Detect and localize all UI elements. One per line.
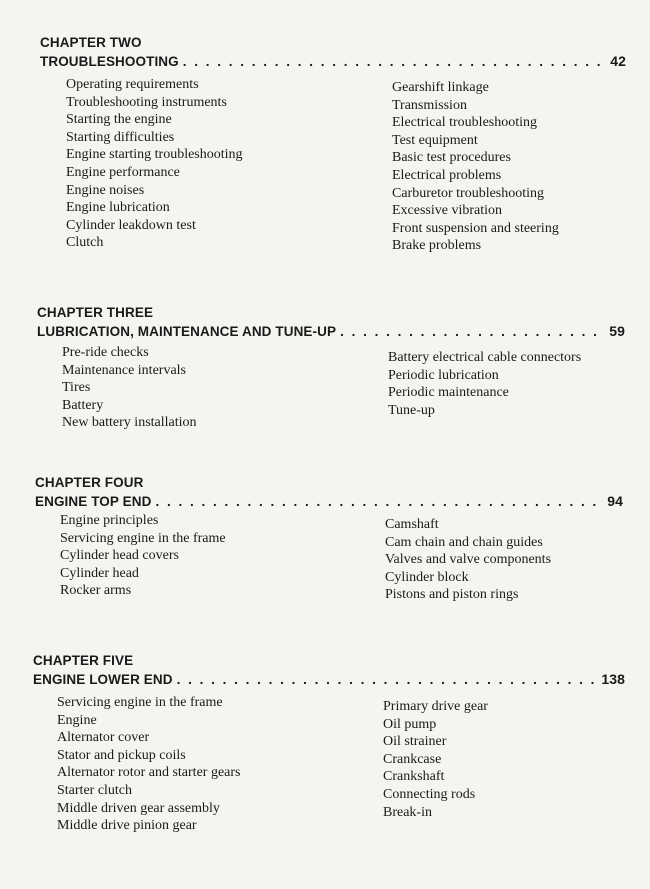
chapter-title-row[interactable] [35,492,623,511]
dot-leader [340,323,605,341]
topic-item[interactable]: New battery installation [62,415,197,431]
topic-item[interactable]: Rocker arms [60,583,132,599]
topic-item[interactable]: Cylinder head covers [60,548,179,564]
topic-item[interactable]: Cylinder leakdown test [66,217,196,233]
topic-item[interactable]: Gearshift linkage [392,80,489,95]
topic-item[interactable]: Engine starting troubleshooting [66,147,243,163]
topic-list-left [60,512,226,600]
dot-leader [155,493,603,511]
page-number: 59 [609,323,625,339]
topic-item[interactable]: Stator and pickup coils [57,747,186,763]
topic-list-right [392,79,559,255]
topic-list-left [66,76,243,252]
chapter-title: LUBRICATION, MAINTENANCE AND TUNE-UP [37,324,337,339]
topic-item[interactable]: Basic test procedures [392,150,511,166]
topic-item[interactable]: Oil pump [383,716,437,732]
topic-item[interactable]: Brake problems [392,238,482,254]
chapter-label: CHAPTER TWO [40,35,142,50]
page-number: 138 [601,671,625,687]
topic-item[interactable]: Engine noises [66,182,145,198]
topic-item[interactable]: Clutch [66,235,104,251]
topic-item[interactable]: Alternator rotor and starter gears [57,765,241,781]
topic-item[interactable]: Starting the engine [66,112,172,128]
chapter-title: ENGINE TOP END [35,494,152,509]
topic-item[interactable]: Break-in [383,804,432,820]
chapter-title: TROUBLESHOOTING [40,54,179,69]
chapter-section [33,652,625,689]
topic-item[interactable]: Excessive vibration [392,203,503,219]
topic-item[interactable]: Oil strainer [383,734,447,750]
topic-item[interactable]: Engine performance [66,164,180,180]
dot-leader [183,53,606,71]
page-number: 94 [607,493,623,509]
chapter-section [40,34,626,71]
topic-item[interactable]: Middle drive pinion gear [57,818,197,834]
topic-item[interactable]: Pistons and piston rings [385,587,519,603]
topic-list-right [385,516,551,604]
chapter-title-row[interactable] [37,322,625,341]
topic-item[interactable]: Engine [57,712,97,728]
page-number: 42 [610,53,626,69]
topic-item[interactable]: Tune-up [388,402,435,418]
topic-item[interactable]: Maintenance intervals [62,362,187,378]
chapter-label: CHAPTER FIVE [33,653,134,668]
topic-item[interactable]: Electrical troubleshooting [392,115,538,131]
chapter-title-row[interactable] [40,52,626,71]
topic-item[interactable]: Test equipment [392,132,478,148]
topic-item[interactable]: Periodic maintenance [388,385,509,401]
topic-item[interactable]: Engine lubrication [66,200,170,216]
topic-item[interactable]: Valves and valve components [385,552,552,568]
chapter-title-row[interactable] [33,670,625,689]
topic-item[interactable]: Camshaft [385,517,439,532]
topic-item[interactable]: Periodic lubrication [388,367,499,383]
topic-item[interactable]: Front suspension and steering [392,220,559,236]
chapter-section [35,474,623,511]
topic-item[interactable]: Alternator cover [57,730,150,746]
topic-item[interactable]: Servicing engine in the frame [60,530,226,546]
topic-item[interactable]: Battery [62,397,104,413]
topic-item[interactable]: Connecting rods [383,786,476,802]
topic-item[interactable]: Pre-ride checks [62,345,149,360]
topic-item[interactable]: Crankcase [383,751,442,767]
topic-item[interactable]: Tires [62,380,91,396]
topic-item[interactable]: Cylinder block [385,569,469,585]
topic-list-right [388,349,581,419]
topic-list-right [383,698,488,821]
topic-item[interactable]: Servicing engine in the frame [57,695,223,710]
chapter-title: ENGINE LOWER END [33,672,173,687]
topic-item[interactable]: Electrical problems [392,167,502,183]
topic-item[interactable]: Cam chain and chain guides [385,534,543,550]
topic-item[interactable]: Carburetor troubleshooting [392,185,545,201]
topic-item[interactable]: Crankshaft [383,769,445,785]
dot-leader [177,671,598,689]
topic-item[interactable]: Transmission [392,97,467,113]
chapter-label: CHAPTER FOUR [35,475,144,490]
chapter-section [37,304,625,341]
topic-list-left [62,344,197,432]
topic-item[interactable]: Primary drive gear [383,699,488,714]
topic-item[interactable]: Battery electrical cable connectors [388,350,582,365]
topic-item[interactable]: Starting difficulties [66,129,175,145]
topic-item[interactable]: Starter clutch [57,782,133,798]
topic-item[interactable]: Troubleshooting instruments [66,94,227,110]
topic-item[interactable]: Middle driven gear assembly [57,800,220,816]
topic-item[interactable]: Engine principles [60,513,159,528]
topic-item[interactable]: Cylinder head [60,565,139,581]
topic-list-left [57,694,240,835]
topic-item[interactable]: Operating requirements [66,77,199,92]
chapter-label: CHAPTER THREE [37,305,154,320]
